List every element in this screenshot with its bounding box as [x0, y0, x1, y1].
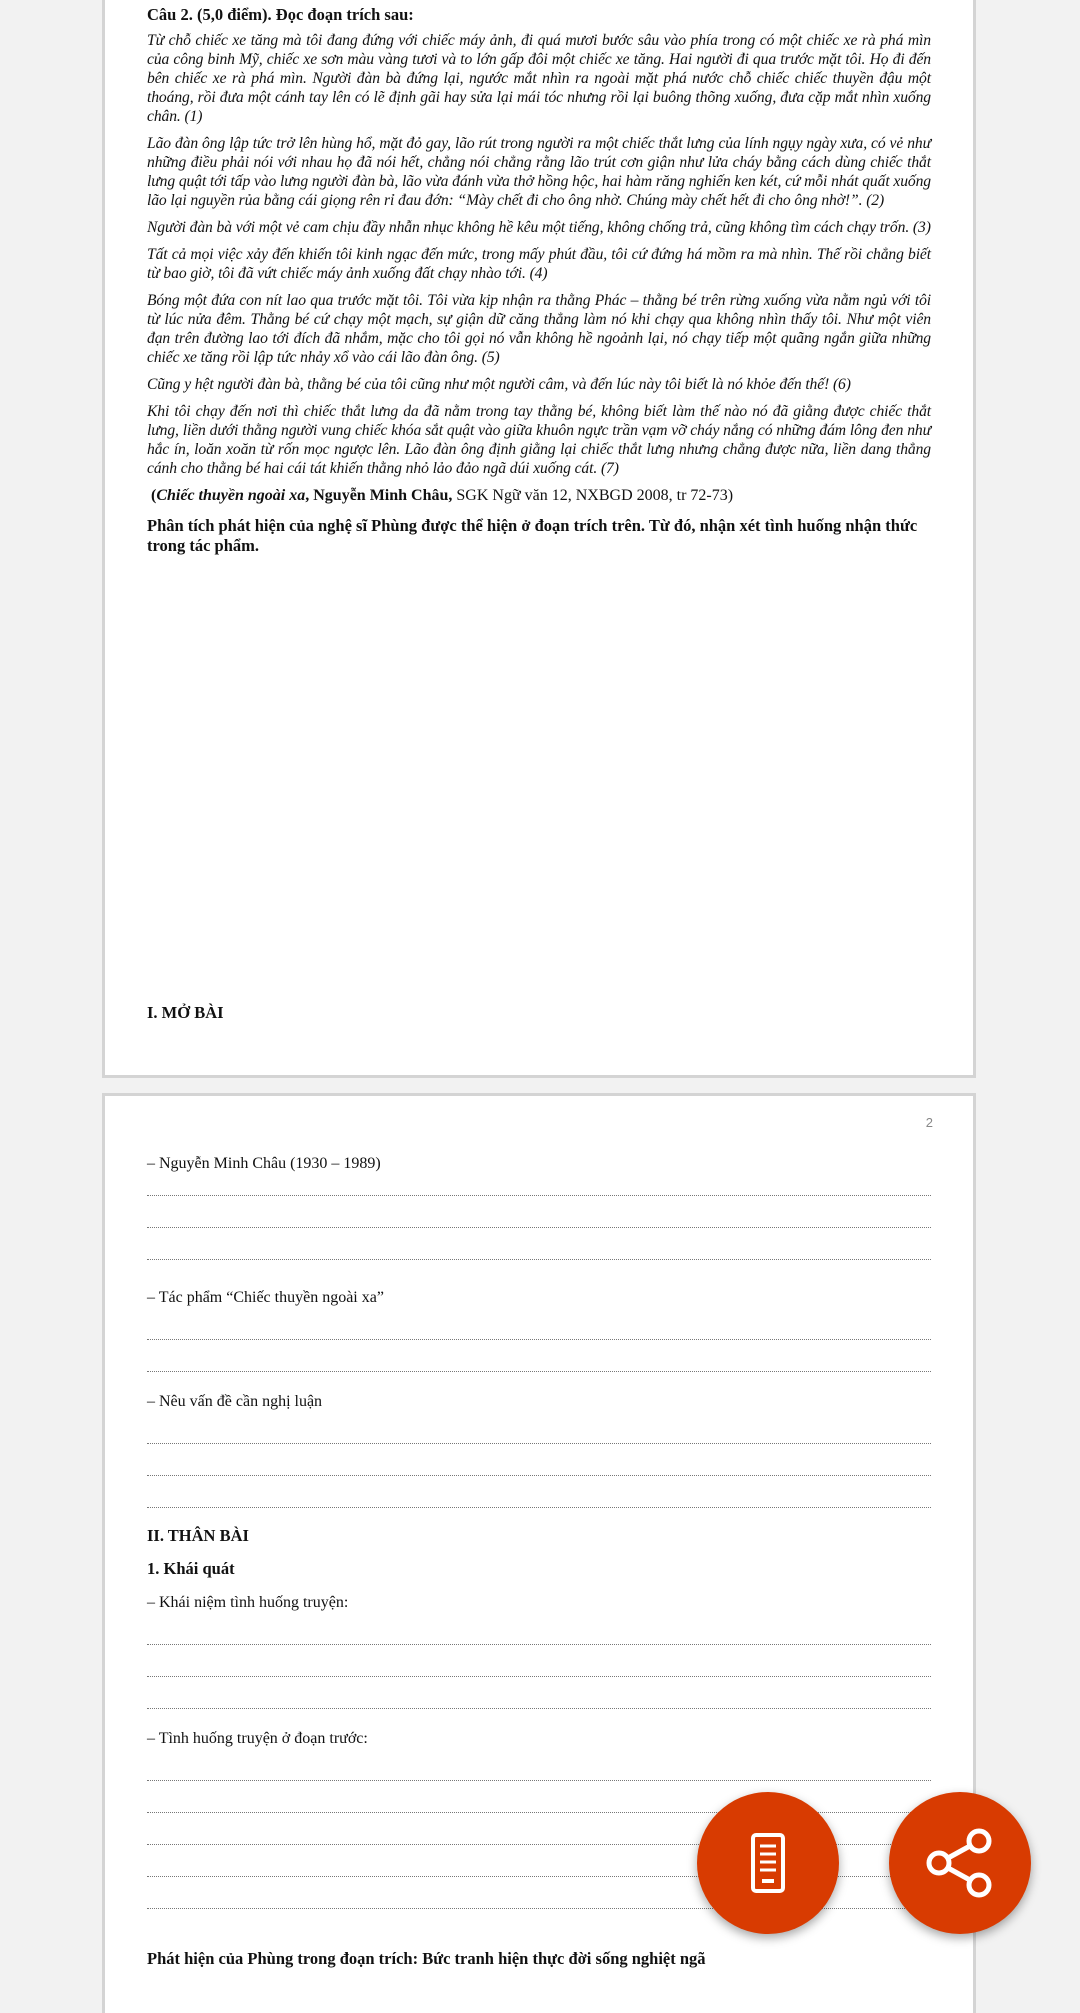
- subsection-overview-label: 1. Khái quát: [147, 1559, 235, 1578]
- fill-line: [147, 1228, 931, 1260]
- passage-paragraph-6: Cũng y hệt người đàn bà, thằng bé của tôi cũng như một người câm, và đến lúc này tôi biết là nó khỏe đến thế! (6): [147, 376, 851, 393]
- passage-paragraph-5: Bóng một đứa con nít lao qua trước mặt tôi. Tôi vừa kịp nhận ra thằng Phác – thằng bé trên rừng xuống vừa nằm ngủ với tôi từ lúc nửa đêm. Thằng bé cứ chạy một mạch, sự giận dữ căng thẳng làm nó khi chạy qua không nhìn thấy tôi. Như một viên đạn trên đường lao tới đích đã nhắm, mặc cho tôi gọi nó vẫn không hề ngoảnh lại, nó chạy tiếp một quãng ngắn giữa những chiếc xe tăng rồi lập tức nhảy xổ vào cái lão đàn ông. (5): [147, 292, 931, 366]
- task-prompt: Phân tích phát hiện của nghệ sĩ Phùng được thể hiện ở đoạn trích trên. Từ đó, nhận xét tình huống nhận thức trong tác phẩm.: [147, 516, 918, 555]
- fill-line: [147, 1412, 931, 1444]
- work-item: [147, 1288, 931, 1372]
- fill-line: [147, 1444, 931, 1476]
- issue-label: – Nêu vấn đề cần nghị luận: [147, 1393, 323, 1410]
- passage-paragraph-7: Khi tôi chạy đến nơi thì chiếc thắt lưng da đã nằm trong tay thằng bé, không biết làm thế nào nó đã giằng được chiếc thắt lưng, liền dưới thằng người vung chiếc khóa sắt quật vào giữa khuôn ngực trần vạm vỡ cháy nắng có những đám lông đen như hắc ín, loăn xoăn từ rốn mọc ngược lên. Lão đàn ông định giằng lại chiếc thắt lưng nhưng chẳng được nữa, liền dang thẳng cánh cho thằng bé hai cái tát khiến thằng nhỏ lảo đảo ngã dúi xuống cát. (7): [147, 403, 931, 477]
- fill-line: [147, 1613, 931, 1645]
- author-label: – Nguyễn Minh Châu (1930 – 1989): [147, 1155, 381, 1172]
- passage-paragraph-4: Tất cả mọi việc xảy đến khiến tôi kinh ngạc đến mức, trong mấy phút đầu, tôi cứ đứng há mồm ra mà nhìn. Thế rồi chẳng biết từ bao giờ, tôi đã vứt chiếc máy ảnh xuống đất chạy nhào tới. (4): [147, 246, 931, 282]
- document-page-1: [102, 0, 976, 1078]
- fill-line: [147, 1196, 931, 1228]
- share-button[interactable]: [889, 1792, 1031, 1934]
- fill-line: [147, 1749, 931, 1781]
- section-body-label: II. THÂN BÀI: [147, 1526, 249, 1545]
- share-icon: [923, 1828, 997, 1898]
- source-author: Nguyễn Minh Châu,: [313, 487, 453, 504]
- previous-situation-label: – Tình huống truyện ở đoạn trước:: [147, 1730, 368, 1747]
- concept-item: [147, 1593, 931, 1709]
- fill-line: [147, 1308, 931, 1340]
- question-heading: Câu 2. (5,0 điểm). Đọc đoạn trích sau:: [147, 5, 414, 24]
- document-outline-button[interactable]: [697, 1792, 839, 1934]
- issue-item: [147, 1392, 931, 1508]
- fill-line: [147, 1645, 931, 1677]
- fill-line: [147, 1677, 931, 1709]
- discovery-heading: Phát hiện của Phùng trong đoạn trích: Bức tranh hiện thực đời sống nghiệt ngã: [147, 1949, 706, 1968]
- fill-line: [147, 1340, 931, 1372]
- section-body-title: [147, 1526, 931, 1546]
- author-item: [147, 1154, 931, 1260]
- source-details: SGK Ngữ văn 12, NXBGD 2008, tr 72-73): [452, 487, 734, 504]
- page-1-content: [147, 5, 931, 556]
- passage-paragraph-3: Người đàn bà với một vẻ cam chịu đầy nhẫn nhục không hề kêu một tiếng, không chống trả, cũng không tìm cách chạy trốn. (3): [147, 219, 931, 236]
- passage-paragraph-1: Từ chỗ chiếc xe tăng mà tôi đang đứng với chiếc máy ảnh, đi quá mươi bước sâu vào phía trong có một chiếc xe rà phá mìn của công binh Mỹ, chiếc xe sơn màu vàng tươi và to lớn gấp đôi một chiếc xe tăng. Hai người đi qua trước mặt tôi. Họ đi đến bên chiếc xe rà phá mìn. Người đàn bà đứng lại, ngước mắt nhìn ra ngoài mặt phá nước chỗ chiếc chiếc thuyền đậu một thoáng, rồi đưa một cánh tay lên có lẽ định gãi hay sửa lại mái tóc nhưng rồi lại buông thõng xuống, đưa cặp mắt nhìn xuống chân. (1): [147, 32, 931, 125]
- fill-line: [147, 1476, 931, 1508]
- source-title: Chiếc thuyền ngoài xa: [156, 487, 306, 504]
- passage-source: (Chiếc thuyền ngoài xa, Nguyễn Minh Châu, SGK Ngữ văn 12, NXBGD 2008, tr 72-73): [151, 487, 734, 504]
- work-label: – Tác phẩm “Chiếc thuyền ngoài xa”: [147, 1289, 384, 1306]
- subsection-overview: [147, 1559, 931, 1579]
- document-page-2: [102, 1093, 976, 2013]
- document-outline-icon: [750, 1832, 786, 1894]
- fill-line: [147, 1174, 931, 1196]
- concept-label: – Khái niệm tình huống truyện:: [147, 1594, 349, 1611]
- section-intro-title: I. MỞ BÀI: [147, 1003, 224, 1022]
- passage-paragraph-2: Lão đàn ông lập tức trở lên hùng hổ, mặt đỏ gay, lão rút trong người ra một chiếc thắt lưng của lính ngụy ngày xưa, có vẻ như những điều phải nói với nhau họ đã nói hết, chẳng nói chẳng rằng lão trút cơn giận như lửa cháy bằng cách dùng chiếc thắt lưng quật tới tấp vào lưng người đàn bà, lão vừa đánh vừa thở hồng hộc, hai hàm răng nghiến ken két, cứ mỗi nhát quất xuống lão lại nguyền rủa bằng cái giọng rên rỉ đau đớn: “Mày chết đi cho ông nhờ. Chúng mày chết hết đi cho ông nhờ!”. (2): [147, 135, 931, 209]
- page-number: 2: [925, 1115, 933, 1130]
